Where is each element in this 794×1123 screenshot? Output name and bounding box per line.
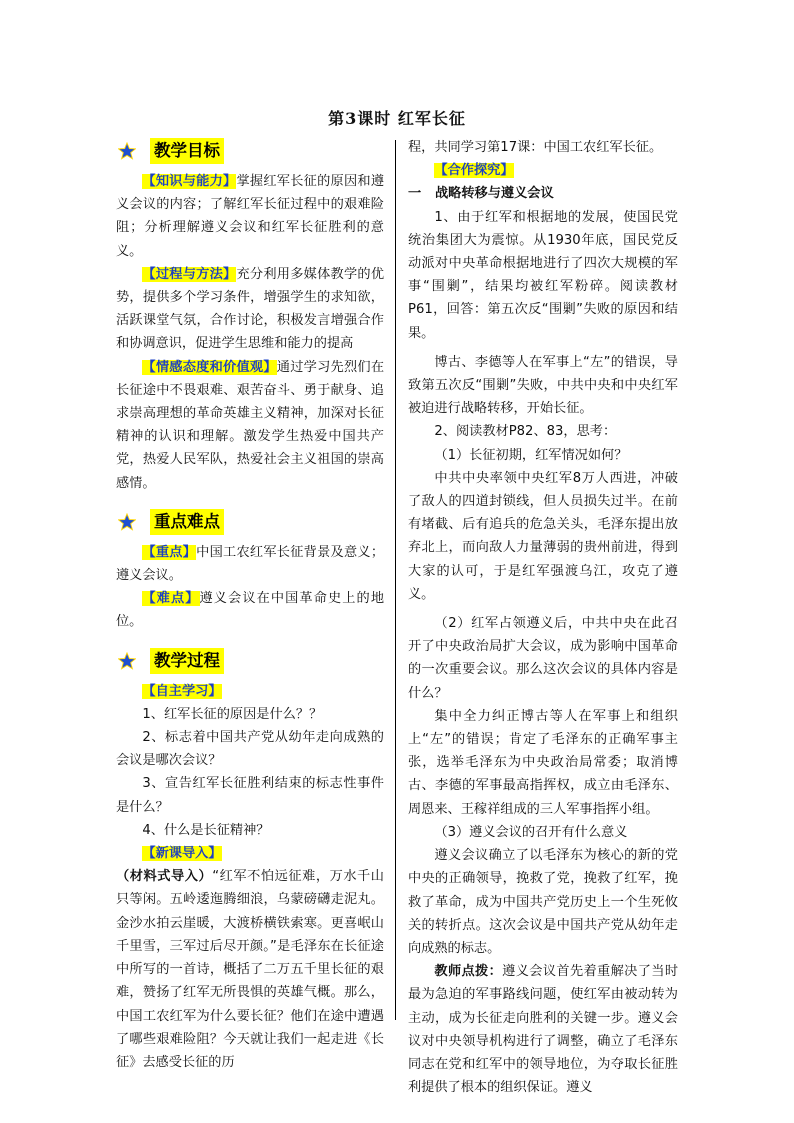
star-icon bbox=[118, 652, 136, 670]
paragraph: （1）长征初期，红军情况如何？ bbox=[434, 447, 628, 463]
text: 充分利用多媒体教学的优势，提供多个学习条件，增强学生的求知欲，活跃课堂气氛，合作讨论，积极发言增强合作和协调意识，促进学生思维和能力的提高 bbox=[116, 266, 385, 352]
label: 【过程与方法】 bbox=[142, 266, 237, 282]
text: “红军不怕远征难，万水千山只等闲。五岭逶迤腾细浪，乌蒙磅礴走泥丸。金沙水拍云崖暖，大渡桥横铁索寒。更喜岷山千里雪，三军过后尽开颜。”是毛泽东在长征途中所写的一首诗，概括了二万五千里长征的艰难，赞扬了红军无所畏惧的英雄气概。那么，中国工农红军为什么要长征？他们在途中遭遇了哪些艰难险阻？今天就让我们一起走进《长征》去感受长征的历 bbox=[116, 869, 384, 1070]
paragraph: 2、阅读教材P82、83，思考： bbox=[434, 424, 617, 440]
section-header-objectives bbox=[116, 138, 384, 164]
text: 遵义会议在中国革命史上的地位。 bbox=[116, 591, 385, 630]
label: 教师点拨： bbox=[434, 964, 503, 980]
section-title: 教学过程 bbox=[150, 648, 224, 674]
left-column bbox=[116, 136, 384, 1074]
paragraph: （3）遵义会议的召开有什么意义 bbox=[434, 824, 628, 840]
label: 【知识与能力】 bbox=[142, 174, 237, 189]
paragraph bbox=[116, 680, 384, 703]
text: 掌握红军长征的原因和遵义会议的内容；了解红军长征过程中的艰难险阻；分析理解遵义会议和红军长征胜利的意义。 bbox=[116, 174, 385, 259]
paragraph bbox=[116, 842, 384, 865]
paragraph: 中共中央率领中央红军8万人西进，冲破了敌人的四道封锁线，但人员损失过半。在前有堵截、后有追兵的危急关头，毛泽东提出放弃北上，而向敌人力量薄弱的贵州前进，得到大家的认可，于是红军强渡乌江，攻克了遵义。 bbox=[408, 470, 678, 602]
page-title: 第3课时 红军长征 bbox=[328, 109, 466, 128]
paragraph bbox=[116, 541, 384, 587]
star-icon bbox=[118, 513, 136, 531]
paragraph: 程，共同学习第17课：中国工农红军长征。 bbox=[408, 140, 663, 155]
star-icon bbox=[118, 142, 136, 160]
section-header-keypoints bbox=[116, 509, 384, 535]
label: 【新课导入】 bbox=[142, 846, 222, 862]
text: 中国工农红军长征背景及意义；遵义会议。 bbox=[116, 544, 385, 584]
question: 2、标志着中国共产党从幼年走向成熟的会议是哪次会议？ bbox=[116, 730, 384, 769]
label: 【情感态度和价值观】 bbox=[142, 359, 277, 375]
paragraph: 博古、李德等人在军事上“左”的错误，导致第五次反“围剿”失败，中共中央和中央红军被迫进行战略转移，开始长征。 bbox=[408, 354, 678, 417]
label: 【自主学习】 bbox=[142, 683, 222, 699]
section-title: 教学目标 bbox=[150, 138, 224, 164]
paragraph bbox=[408, 960, 678, 1099]
text: 通过学习先烈们在长征途中不畏艰难、艰苦奋斗、勇于献身、追求崇高理想的革命英雄主义精神，加深对长征精神的认识和理解。激发学生热爱中国共产党，热爱人民军队，热爱社会主义祖国的崇高感情。 bbox=[116, 359, 385, 491]
paragraph bbox=[116, 170, 384, 263]
paragraph bbox=[116, 587, 384, 633]
paragraph: 1、由于红军和根据地的发展，使国民党统治集团大为震惊。从1930年底，国民党反动派对中央革命根据地进行了四次大规模的军事“围剿”，结果均被红军粉碎。阅读教材P61，回答：第五次反“围剿”失败的原因和结果。 bbox=[408, 209, 678, 341]
label: （材料式导入） bbox=[116, 869, 213, 885]
right-column bbox=[408, 136, 678, 1099]
heading-text: 战略转移与遵义会议 bbox=[434, 186, 554, 202]
paragraph bbox=[116, 865, 384, 1074]
heading bbox=[408, 182, 678, 205]
heading-number: 一 bbox=[408, 186, 422, 202]
paragraph bbox=[116, 263, 384, 356]
question: 4、什么是长征精神？ bbox=[142, 822, 270, 838]
question: 3、宣告红军长征胜利结束的标志性事件是什么？ bbox=[116, 776, 384, 815]
paragraph bbox=[408, 159, 678, 182]
label: 【重点】 bbox=[142, 544, 197, 560]
label: 【合作探究】 bbox=[434, 163, 514, 179]
section-header-process bbox=[116, 648, 384, 674]
paragraph: （2）红军占领遵义后，中共中央在此召开了中央政治局扩大会议，成为影响中国革命的一次重要会议。那么这次会议的具体内容是什么？ bbox=[408, 616, 678, 701]
section-title: 重点难点 bbox=[150, 509, 224, 535]
text: 遵义会议首先着重解决了当时最为急迫的军事路线问题，使红军由被动转为主动，成为长征走向胜利的关键一步。遵义会议对中央领导机构进行了调整，确立了毛泽东同志在党和红军中的领导地位，为夺取长征胜利提供了根本的组织保证。遵义 bbox=[408, 964, 679, 1096]
question: 1、红军长征的原因是什么？？ bbox=[142, 706, 323, 722]
paragraph: 集中全力纠正博古等人在军事上和组织上“左”的错误；肯定了毛泽东的正确军事主张，选举毛泽东为中央政治局常委；取消博古、李德的军事最高指挥权，成立由毛泽东、周恩来、王稼祥组成的三人军事指挥小组。 bbox=[408, 708, 678, 817]
label: 【难点】 bbox=[142, 591, 200, 607]
paragraph bbox=[116, 356, 384, 495]
column-divider bbox=[395, 140, 396, 1020]
paragraph: 遵义会议确立了以毛泽东为核心的新的党中央的正确领导，挽救了党，挽救了红军，挽救了革命，成为中国共产党历史上一个生死攸关的转折点。这次会议是中国共产党从幼年走向成熟的标志。 bbox=[408, 848, 678, 956]
